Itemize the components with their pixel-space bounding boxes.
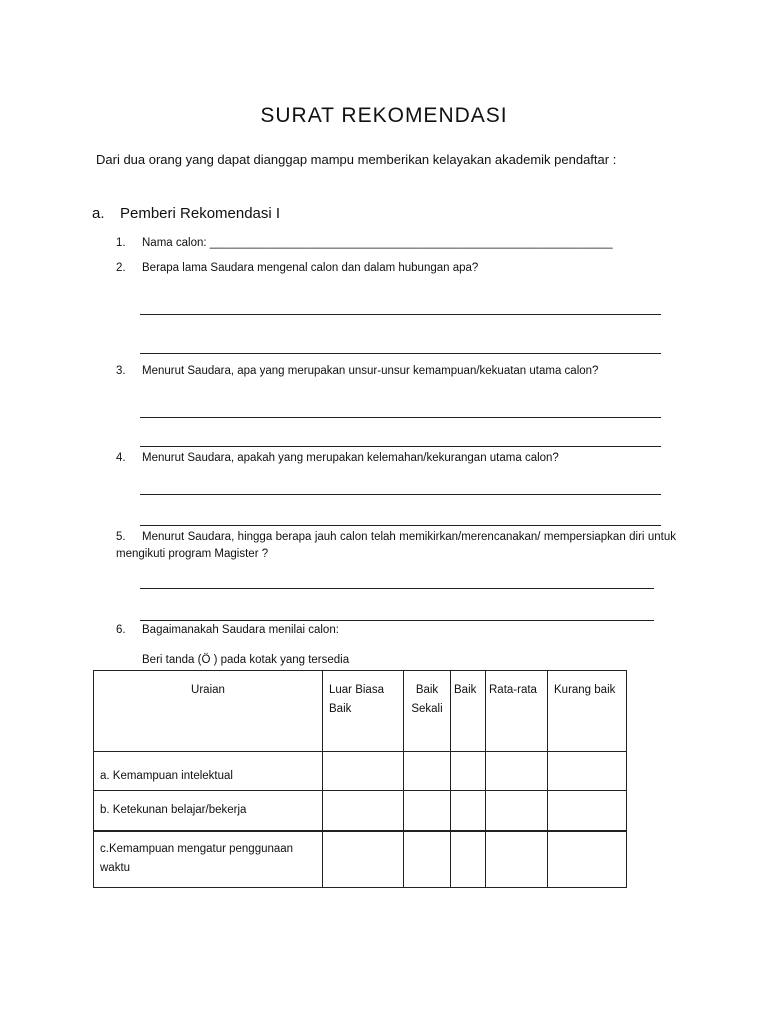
rating-cell[interactable] [451, 752, 486, 791]
question-number: 5. [116, 531, 126, 543]
answer-line[interactable] [140, 353, 661, 354]
question-text: Menurut Saudara, apa yang merupakan unsur-unsur kemampuan/kekuatan utama calon? [142, 365, 599, 377]
header-uraian: Uraian [94, 671, 323, 752]
header-kurang-baik: Kurang baik [548, 671, 627, 752]
rating-cell[interactable] [486, 791, 548, 831]
rating-cell[interactable] [486, 752, 548, 791]
question-number: 1. [116, 237, 126, 249]
table-row [94, 752, 627, 791]
rating-cell[interactable] [404, 752, 451, 791]
row-label: a. Kemampuan intelektual [94, 752, 323, 791]
rating-cell[interactable] [451, 791, 486, 831]
rating-cell[interactable] [548, 752, 627, 791]
answer-line[interactable] [140, 446, 661, 447]
rating-cell[interactable] [323, 791, 404, 831]
table-header-row [94, 671, 627, 752]
question-text: Menurut Saudara, apakah yang merupakan kelemahan/kekurangan utama calon? [142, 452, 559, 464]
answer-line[interactable] [140, 588, 654, 589]
question-text: Bagaimanakah Saudara menilai calon: [142, 624, 339, 636]
answer-line[interactable] [140, 314, 661, 315]
rating-cell[interactable] [323, 752, 404, 791]
document-title: SURAT REKOMENDASI [260, 104, 508, 127]
answer-line[interactable] [140, 620, 654, 621]
question-text[interactable]: Nama calon: _______________________________________________________________ [142, 237, 613, 249]
question-number: 4. [116, 452, 126, 464]
rating-cell[interactable] [548, 831, 627, 888]
row-label: c.Kemampuan mengatur penggunaan waktu [94, 831, 323, 888]
rating-table [93, 670, 627, 888]
header-luar-biasa-baik: Luar Biasa Baik [323, 671, 404, 752]
answer-line[interactable] [140, 525, 661, 526]
header-baik-sekali: Baik Sekali [404, 671, 451, 752]
rating-cell[interactable] [404, 791, 451, 831]
intro-text: Dari dua orang yang dapat dianggap mampu memberikan kelayakan akademik pendaftar : [96, 152, 617, 167]
question-text: Menurut Saudara, hingga berapa jauh calon telah memikirkan/merencanakan/ mempersiapkan diri untuk mengikuti program Magister ? [116, 531, 676, 560]
rating-cell[interactable] [404, 831, 451, 888]
row-label: b. Ketekunan belajar/bekerja [94, 791, 323, 831]
rating-cell[interactable] [323, 831, 404, 888]
answer-line[interactable] [140, 417, 661, 418]
rating-cell[interactable] [451, 831, 486, 888]
section-letter: a. [92, 205, 105, 222]
rating-cell[interactable] [486, 831, 548, 888]
table-row [94, 831, 627, 888]
table-row [94, 791, 627, 831]
instruction-text: Beri tanda (Ö ) pada kotak yang tersedia [142, 654, 350, 666]
question-number: 6. [116, 624, 126, 636]
rating-cell[interactable] [548, 791, 627, 831]
question-number: 3. [116, 365, 126, 377]
section-label: Pemberi Rekomendasi I [120, 205, 281, 222]
question-number: 2. [116, 262, 126, 274]
question-text: Berapa lama Saudara mengenal calon dan dalam hubungan apa? [142, 262, 479, 274]
header-baik: Baik [451, 671, 486, 752]
section-heading [92, 205, 280, 222]
answer-line[interactable] [140, 494, 661, 495]
question-5 [116, 529, 676, 563]
header-rata-rata: Rata-rata [486, 671, 548, 752]
